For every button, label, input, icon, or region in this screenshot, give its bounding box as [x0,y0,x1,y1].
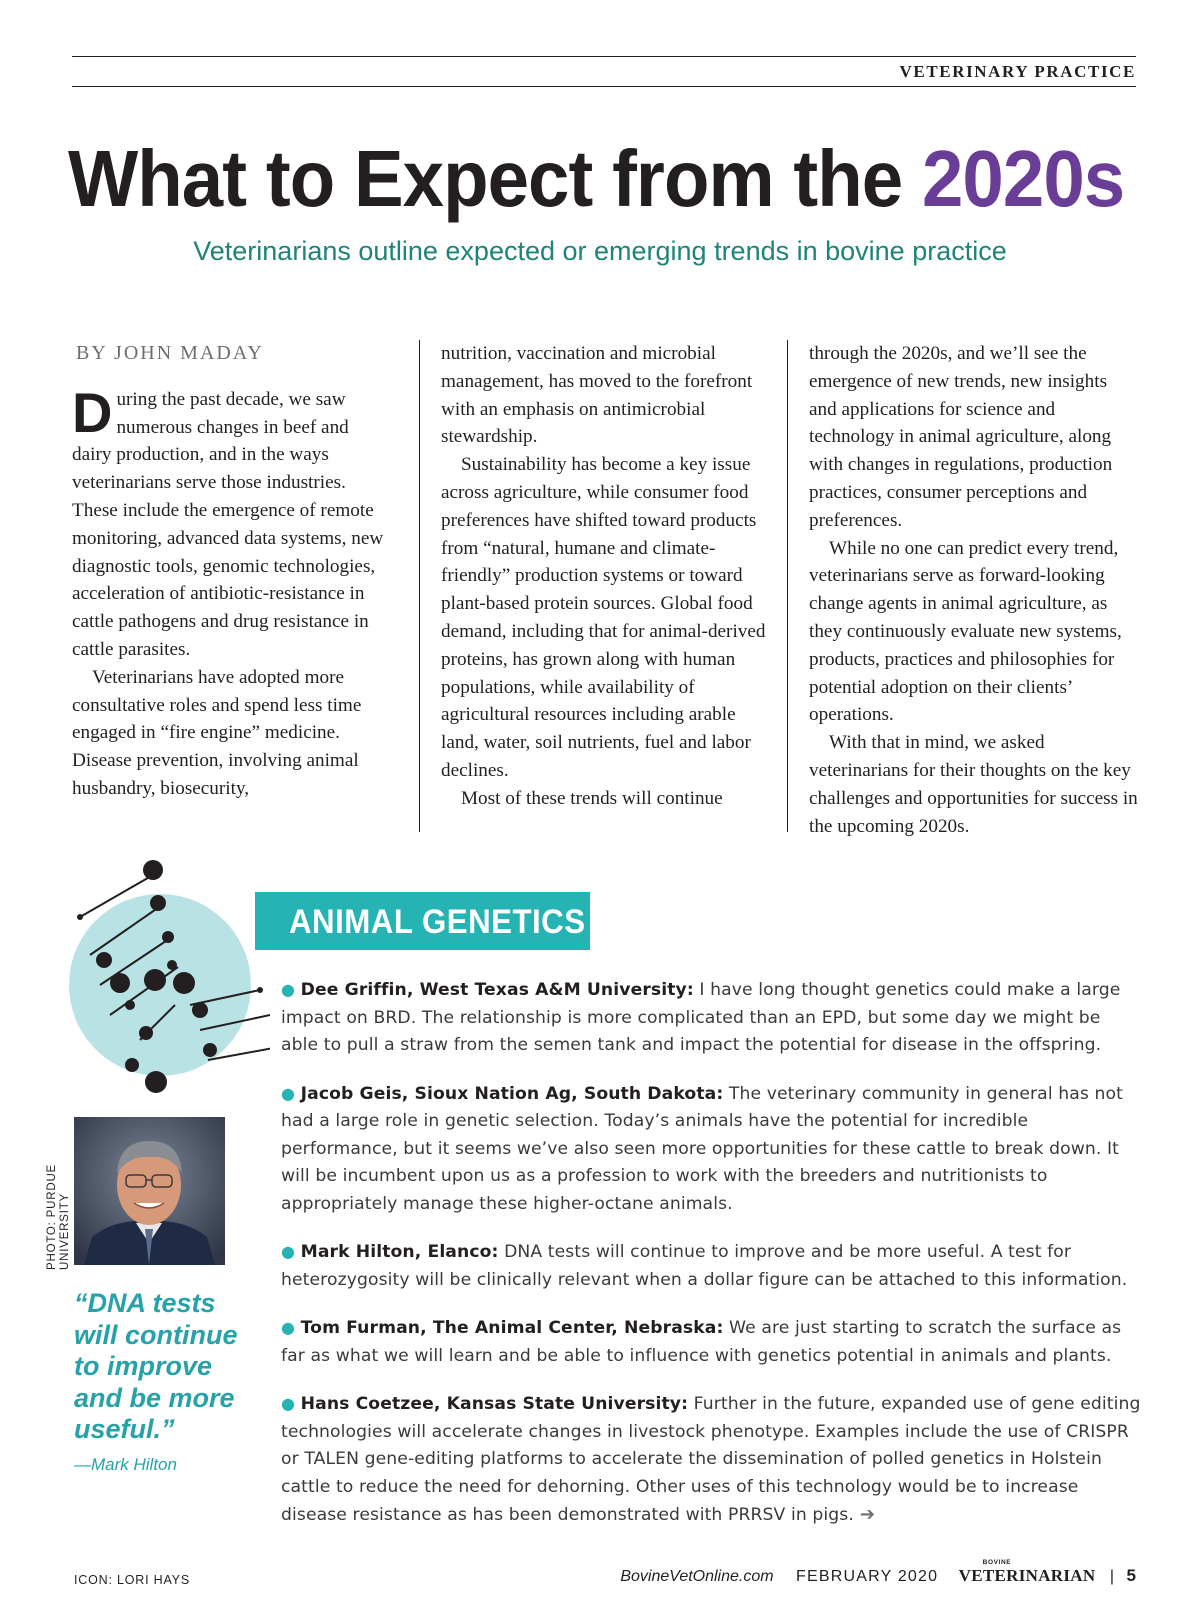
footer [620,1559,1136,1586]
quote-item [281,1238,1141,1294]
title-accent: 2020s [921,134,1125,223]
photo-credit: PHOTO: PURDUE UNIVERSITY [46,1163,71,1270]
bullet-icon: ● [281,1318,296,1337]
quote-author: Jacob Geis, Sioux Nation Ag, South Dakota: [300,1083,724,1104]
quote-item [281,1314,1141,1370]
page-number: 5 [1126,1566,1136,1585]
issue-date: FEBRUARY 2020 [796,1568,939,1585]
logo-small-text: BOVINE [982,1559,1012,1566]
expert-quotes [281,976,1141,1550]
article-column-3 [809,340,1139,840]
column-divider [419,340,420,832]
quote-author: Hans Coetzee, Kansas State University: [300,1394,689,1414]
dna-icon [60,855,270,1095]
paragraph: Most of these trends will continue [461,787,723,809]
arrow-right-icon: ➔ [859,1504,876,1525]
quote-item [281,1080,1141,1219]
paragraph: While no one can predict every trend, veterinarians serve as forward-looking change agents in animal agriculture, as they continuously evaluate new systems, products, practices and philosophies for potential adoption on their clients’ operations. [809,537,1122,726]
paragraph: With that in mind, we asked veterinarians for their thoughts on the key challenges and opportunities for success in the upcoming 2020s. [809,732,1138,837]
top-rule-lower [72,86,1136,87]
bullet-icon: ● [281,1083,296,1103]
bullet-icon: ● [281,980,296,999]
section-label: VETERINARY PRACTICE [899,62,1136,81]
icon-credit: ICON: LORI HAYS [74,1573,190,1587]
quote-text: Further in the future, expanded use of gene editing technologies will accelerate changes in livestock phenotype. Examples include the use of CRISPR or TALEN gene-editing platforms to accelerate the dissemination of polled genetics in Holstein cattle to reduce the need for dehorning. Other uses of this technology would be to increase disease resistance as has been demonstrated with PRRSV in pigs. [281,1394,1141,1525]
article-column-1 [72,340,390,803]
paragraph: nutrition, vaccination and microbial management, has moved to the forefront with an emphasis on antimicrobial stewardship. [441,343,753,448]
quote-text: I have long thought genetics could make a large impact on BRD. The relationship is more complicated than an EPD, but some day we might be able to pull a straw from the semen tank and impact the potential for disease in the offspring. [281,980,1121,1055]
quote-item [281,976,1141,1060]
magazine-logo [958,1559,1096,1585]
paragraph: Veterinarians have adopted more consultative roles and spend less time engaged in “fire engine” medicine. Disease prevention, involving animal husbandry, biosecurity, [72,666,362,799]
website-link[interactable]: BovineVetOnline.com [620,1568,774,1585]
quote-author: Tom Furman, The Animal Center, Nebraska: [300,1318,724,1338]
bullet-icon: ● [281,1242,296,1261]
logo-text: VETERINARIAN [958,1566,1096,1585]
paragraph [72,380,390,664]
separator: | [1109,1568,1115,1585]
quote-author: Dee Griffin, West Texas A&M University: [300,980,694,1000]
pull-quote-attribution: —Mark Hilton [74,1455,177,1474]
bullet-icon: ● [281,1394,296,1413]
quote-item [281,1390,1141,1530]
article-column-2 [441,340,769,813]
page-title [68,134,1125,224]
quote-text: We are just starting to scratch the surface as far as what we will learn and be able to influence with genetics potential in animals and plants. [281,1318,1122,1366]
quote-text: The veterinary community in general has not had a large role in genetic selection. Today’s animals have the potential for incredible performance, but it seems we’ve also seen more opportunities for these cattle to break down. It will be incumbent upon us as a profession to work with the breeders and nutritionists to appropriately manage these higher-octane animals. [281,1083,1123,1214]
paragraph-text: uring the past decade, we saw numerous changes in beef and dairy production, and in the ways veterinarians serve those industries. These include the emergence of remote monitoring, advanced data systems, new diagnostic tools, genomic technologies, acceleration of antibiotic-resistance in cattle pathogens and drug resistance in cattle parasites. [72,388,384,660]
column-divider [787,340,788,832]
portrait-photo [74,1117,225,1265]
paragraph: through the 2020s, and we’ll see the emergence of new trends, new insights and applications for science and technology in animal agriculture, along with changes in regulations, production practices, consumer perceptions and preferences. [809,343,1113,531]
paragraph: Sustainability has become a key issue across agriculture, while consumer food preferences have shifted toward products from “natural, humane and climate-friendly” production systems or toward plant-based protein sources. Global food demand, including that for animal-derived proteins, has grown along with human populations, while availability of agricultural resources including arable land, water, soil nutrients, fuel and labor declines. [441,454,766,781]
top-rule [72,56,1136,57]
title-main: What to Expect from the [68,134,922,223]
drop-cap: D [72,380,113,444]
byline: BY JOHN MADAY [76,342,264,364]
quote-author: Mark Hilton, Elanco: [300,1242,499,1262]
pull-quote: “DNA tests will continue to improve and be more useful.” [74,1288,238,1444]
subtitle: Veterinarians outline expected or emerging trends in bovine practice [193,236,1007,266]
section-heading: ANIMAL GENETICS [289,903,586,941]
quote-text: DNA tests will continue to improve and be more useful. A test for heterozygosity will be clinically relevant when a dollar figure can be attached to this information. [281,1242,1128,1290]
